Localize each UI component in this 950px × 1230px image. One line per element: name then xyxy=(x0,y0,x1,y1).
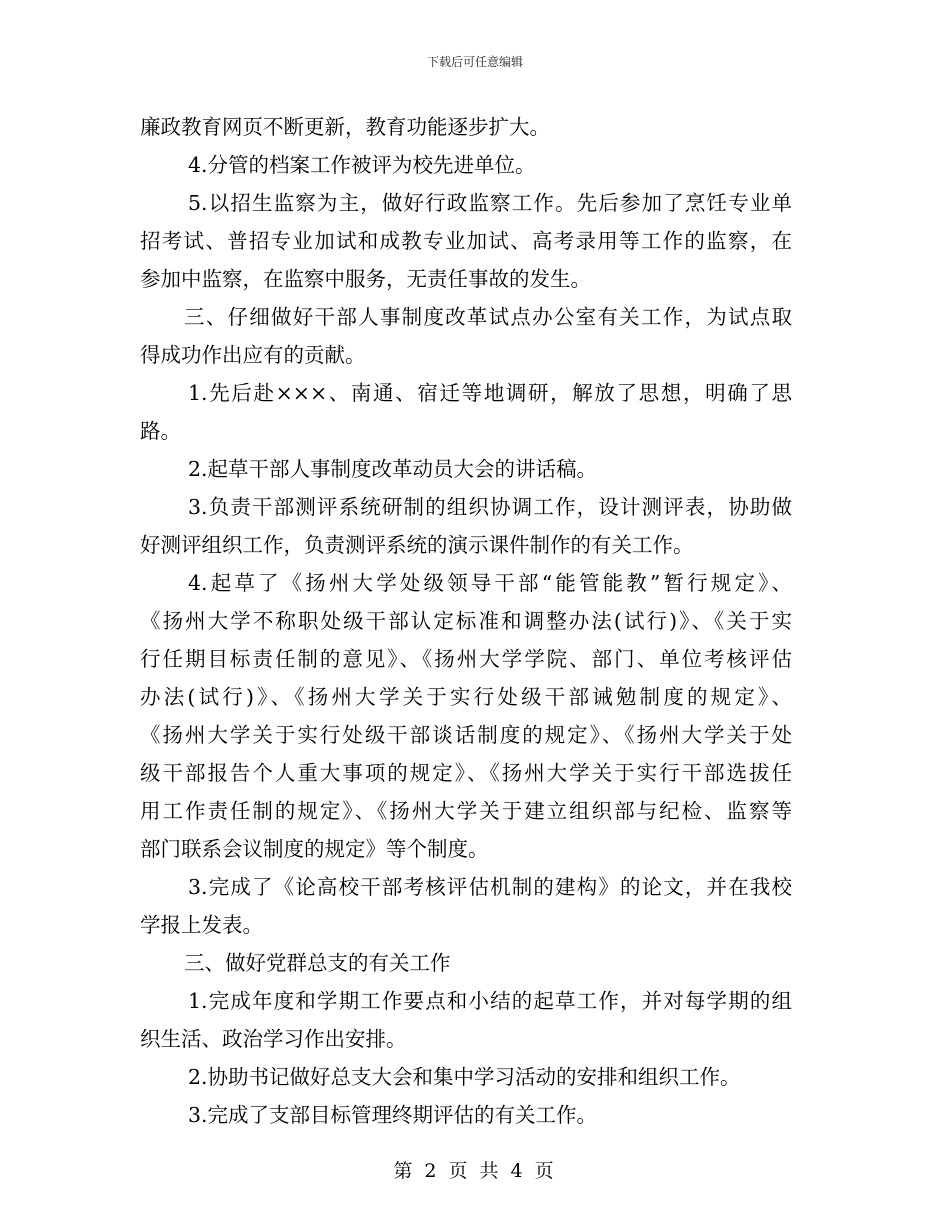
text-line: 3.完成了《论高校干部考核评估机制的建构》的论文，并在我校 xyxy=(188,875,792,899)
text-line: 好测评组织工作，负责测评系统的演示课件制作的有关工作。 xyxy=(140,533,694,557)
text-line: 织生活、政治学习作出安排。 xyxy=(140,1027,407,1051)
text-line: 参加中监察，在监察中服务，无责任事故的发生。 xyxy=(140,267,591,291)
text-line: 学报上发表。 xyxy=(140,913,263,937)
text-line: 《扬州大学关于实行处级干部谈话制度的规定》、《扬州大学关于处 xyxy=(140,723,792,747)
page-footer: 第 2 页 共 4 页 xyxy=(393,1160,557,1182)
document-body xyxy=(140,108,792,1134)
text-line: 4.起草了《扬州大学处级领导干部“能管能教”暂行规定》、 xyxy=(188,571,792,595)
text-line: 2.协助书记做好总支大会和集中学习活动的安排和组织工作。 xyxy=(188,1065,741,1089)
text-line: 行任期目标责任制的意见》、《扬州大学学院、部门、单位考核评估 xyxy=(140,647,792,671)
page-header: 下载后可任意编辑 xyxy=(426,55,523,69)
text-line: 4.分管的档案工作被评为校先进单位。 xyxy=(188,153,536,177)
text-line: 1.完成年度和学期工作要点和小结的起草工作，并对每学期的组 xyxy=(188,989,792,1013)
text-line: 办法(试行)》、《扬州大学关于实行处级干部诫勉制度的规定》、 xyxy=(140,685,792,709)
text-line: 三、仔细做好干部人事制度改革试点办公室有关工作，为试点取 xyxy=(184,305,792,329)
text-line: 级干部报告个人重大事项的规定》、《扬州大学关于实行干部选拔任 xyxy=(140,761,792,785)
text-line: 路。 xyxy=(140,419,181,443)
text-line: 1.先后赴×××、南通、宿迁等地调研，解放了思想，明确了思 xyxy=(188,381,792,405)
text-line: 廉政教育网页不断更新，教育功能逐步扩大。 xyxy=(140,115,550,139)
text-line: 部门联系会议制度的规定》等个制度。 xyxy=(140,837,489,861)
text-line: 得成功作出应有的贡献。 xyxy=(140,343,366,367)
text-line: 《扬州大学不称职处级干部认定标准和调整办法(试行)》、《关于实 xyxy=(140,609,792,633)
text-line: 三、做好党群总支的有关工作 xyxy=(184,951,451,975)
text-line: 2.起草干部人事制度改革动员大会的讲话稿。 xyxy=(188,457,598,481)
text-line: 3.负责干部测评系统研制的组织协调工作，设计测评表，协助做 xyxy=(188,495,792,519)
text-line: 用工作责任制的规定》、《扬州大学关于建立组织部与纪检、监察等 xyxy=(140,799,792,823)
text-line: 3.完成了支部目标管理终期评估的有关工作。 xyxy=(188,1103,598,1127)
text-line: 招考试、普招专业加试和成教专业加试、高考录用等工作的监察，在 xyxy=(140,229,792,253)
text-line: 5.以招生监察为主，做好行政监察工作。先后参加了烹饪专业单 xyxy=(188,191,792,215)
